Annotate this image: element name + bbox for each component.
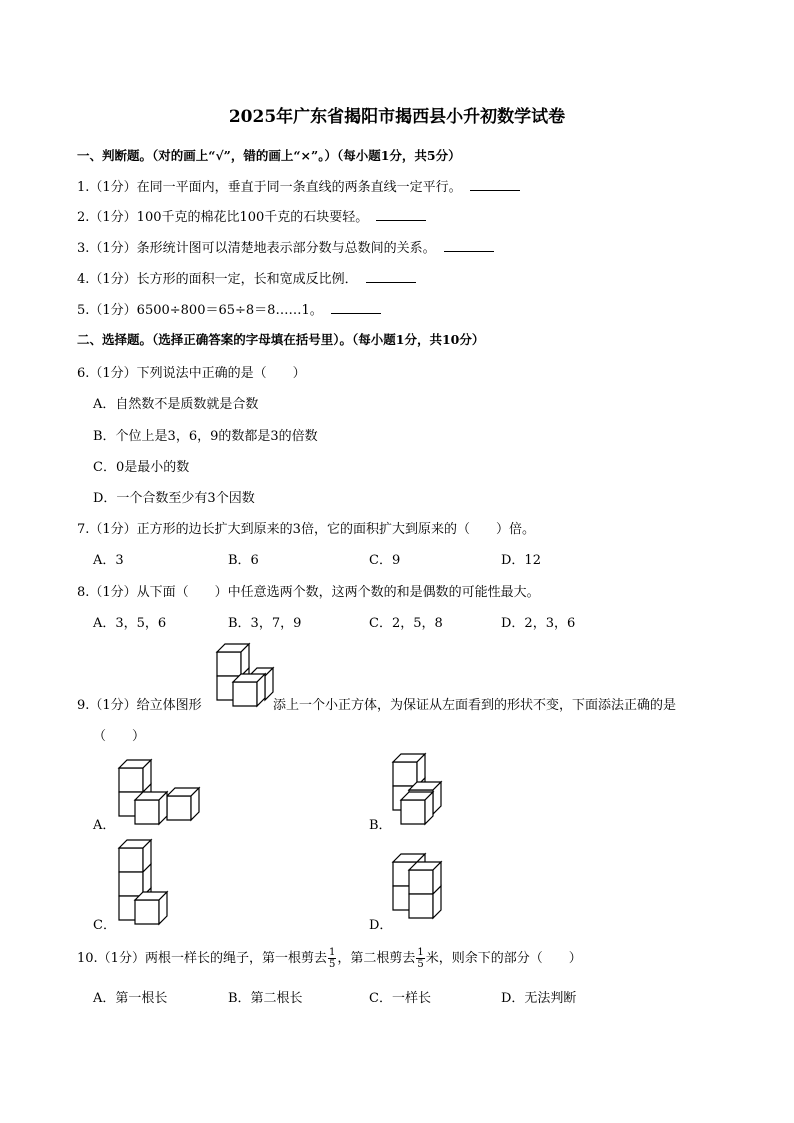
question-6-option-c[interactable]: C．0是最小的数 bbox=[93, 460, 190, 475]
question-7-option-d[interactable]: D．12 bbox=[501, 553, 541, 568]
question-7-stem: 7.（1分）正方形的边长扩大到原来的3倍，它的面积扩大到原来的（ ）倍。 bbox=[77, 522, 535, 537]
fraction-2 bbox=[416, 947, 424, 970]
answer-blank-2[interactable] bbox=[376, 208, 426, 221]
question-9-option-d[interactable]: D． bbox=[369, 918, 393, 933]
question-9-paren: （ ） bbox=[93, 729, 146, 744]
question-7-option-b[interactable]: B．6 bbox=[228, 553, 259, 568]
question-9-option-a-figure[interactable] bbox=[117, 758, 207, 828]
answer-blank-1[interactable] bbox=[470, 178, 520, 191]
question-10-stem bbox=[77, 942, 582, 976]
question-5 bbox=[77, 299, 381, 318]
question-9-stem-figure bbox=[215, 640, 275, 710]
section2-heading: 二、选择题。（选择正确答案的字母填在括号里）。（每小题1分，共10分） bbox=[77, 332, 485, 347]
question-6-option-b[interactable]: B．个位上是3，6，9的数都是3的倍数 bbox=[93, 429, 318, 444]
question-4 bbox=[77, 268, 416, 287]
question-9-option-c[interactable]: C． bbox=[93, 918, 116, 933]
question-8-option-d[interactable]: D．2，3，6 bbox=[501, 616, 576, 631]
question-10-option-d[interactable]: D．无法判断 bbox=[501, 991, 577, 1006]
page-title: 2025年广东省揭阳市揭西县小升初数学试卷 bbox=[228, 107, 566, 127]
question-9-option-b-figure[interactable] bbox=[391, 752, 451, 828]
question-9-option-d-figure[interactable] bbox=[391, 852, 451, 928]
question-8-option-b[interactable]: B．3，7，9 bbox=[228, 616, 302, 631]
question-10-part3: 米，则余下的部分（ ） bbox=[425, 951, 582, 966]
question-4-text: 4.（1分）长方形的面积一定，长和宽成反比例． bbox=[77, 272, 358, 287]
question-8-option-a[interactable]: A．3，5，6 bbox=[93, 616, 167, 631]
question-7-option-a[interactable]: A．3 bbox=[93, 553, 124, 568]
fraction-2-numerator: 1 bbox=[417, 947, 424, 958]
question-8-option-c[interactable]: C．2，5，8 bbox=[369, 616, 443, 631]
fraction-2-denominator: 5 bbox=[417, 959, 424, 970]
question-9-stem-prefix: 9.（1分）给立体图形 bbox=[77, 698, 202, 713]
question-3 bbox=[77, 237, 494, 256]
question-6-option-d[interactable]: D．一个合数至少有3个因数 bbox=[93, 491, 255, 506]
question-6-option-a[interactable]: A．自然数不是质数就是合数 bbox=[93, 397, 259, 412]
fraction-1 bbox=[328, 947, 336, 970]
section1-heading: 一、判断题。（对的画上“√”，错的画上“×”。）（每小题1分，共5分） bbox=[77, 148, 461, 163]
question-10-option-a[interactable]: A．第一根长 bbox=[93, 991, 168, 1006]
answer-blank-3[interactable] bbox=[444, 239, 494, 252]
fraction-1-denominator: 5 bbox=[328, 959, 336, 970]
question-1 bbox=[77, 176, 520, 195]
question-7-option-c[interactable]: C．9 bbox=[369, 553, 401, 568]
question-10-option-c[interactable]: C．一样长 bbox=[369, 991, 431, 1006]
fraction-1-numerator: 1 bbox=[328, 947, 336, 958]
question-8-stem: 8.（1分）从下面（ ）中任意选两个数，这两个数的和是偶数的可能性最大。 bbox=[77, 585, 540, 600]
answer-blank-5[interactable] bbox=[331, 301, 381, 314]
question-1-text: 1.（1分）在同一平面内，垂直于同一条直线的两条直线一定平行。 bbox=[77, 180, 462, 195]
question-9-stem-suffix: 添上一个小正方体，为保证从左面看到的形状不变，下面添法正确的是 bbox=[273, 698, 677, 713]
question-10-part1: 10.（1分）两根一样长的绳子，第一根剪去 bbox=[77, 951, 327, 966]
question-9-option-b[interactable]: B． bbox=[369, 818, 392, 833]
answer-blank-4[interactable] bbox=[366, 270, 416, 283]
question-6-stem: 6.（1分）下列说法中正确的是（ ） bbox=[77, 366, 306, 381]
question-2 bbox=[77, 206, 426, 225]
question-5-text: 5.（1分）6500÷800＝65÷8＝8……1。 bbox=[77, 303, 323, 318]
question-10-option-b[interactable]: B．第二根长 bbox=[228, 991, 303, 1006]
question-3-text: 3.（1分）条形统计图可以清楚地表示部分数与总数间的关系。 bbox=[77, 241, 436, 256]
question-2-text: 2.（1分）100千克的棉花比100千克的石块要轻。 bbox=[77, 210, 369, 225]
question-10-part2: ，第二根剪去 bbox=[337, 951, 416, 966]
question-9-option-a[interactable]: A． bbox=[93, 818, 116, 833]
question-9-option-c-figure[interactable] bbox=[117, 838, 177, 928]
